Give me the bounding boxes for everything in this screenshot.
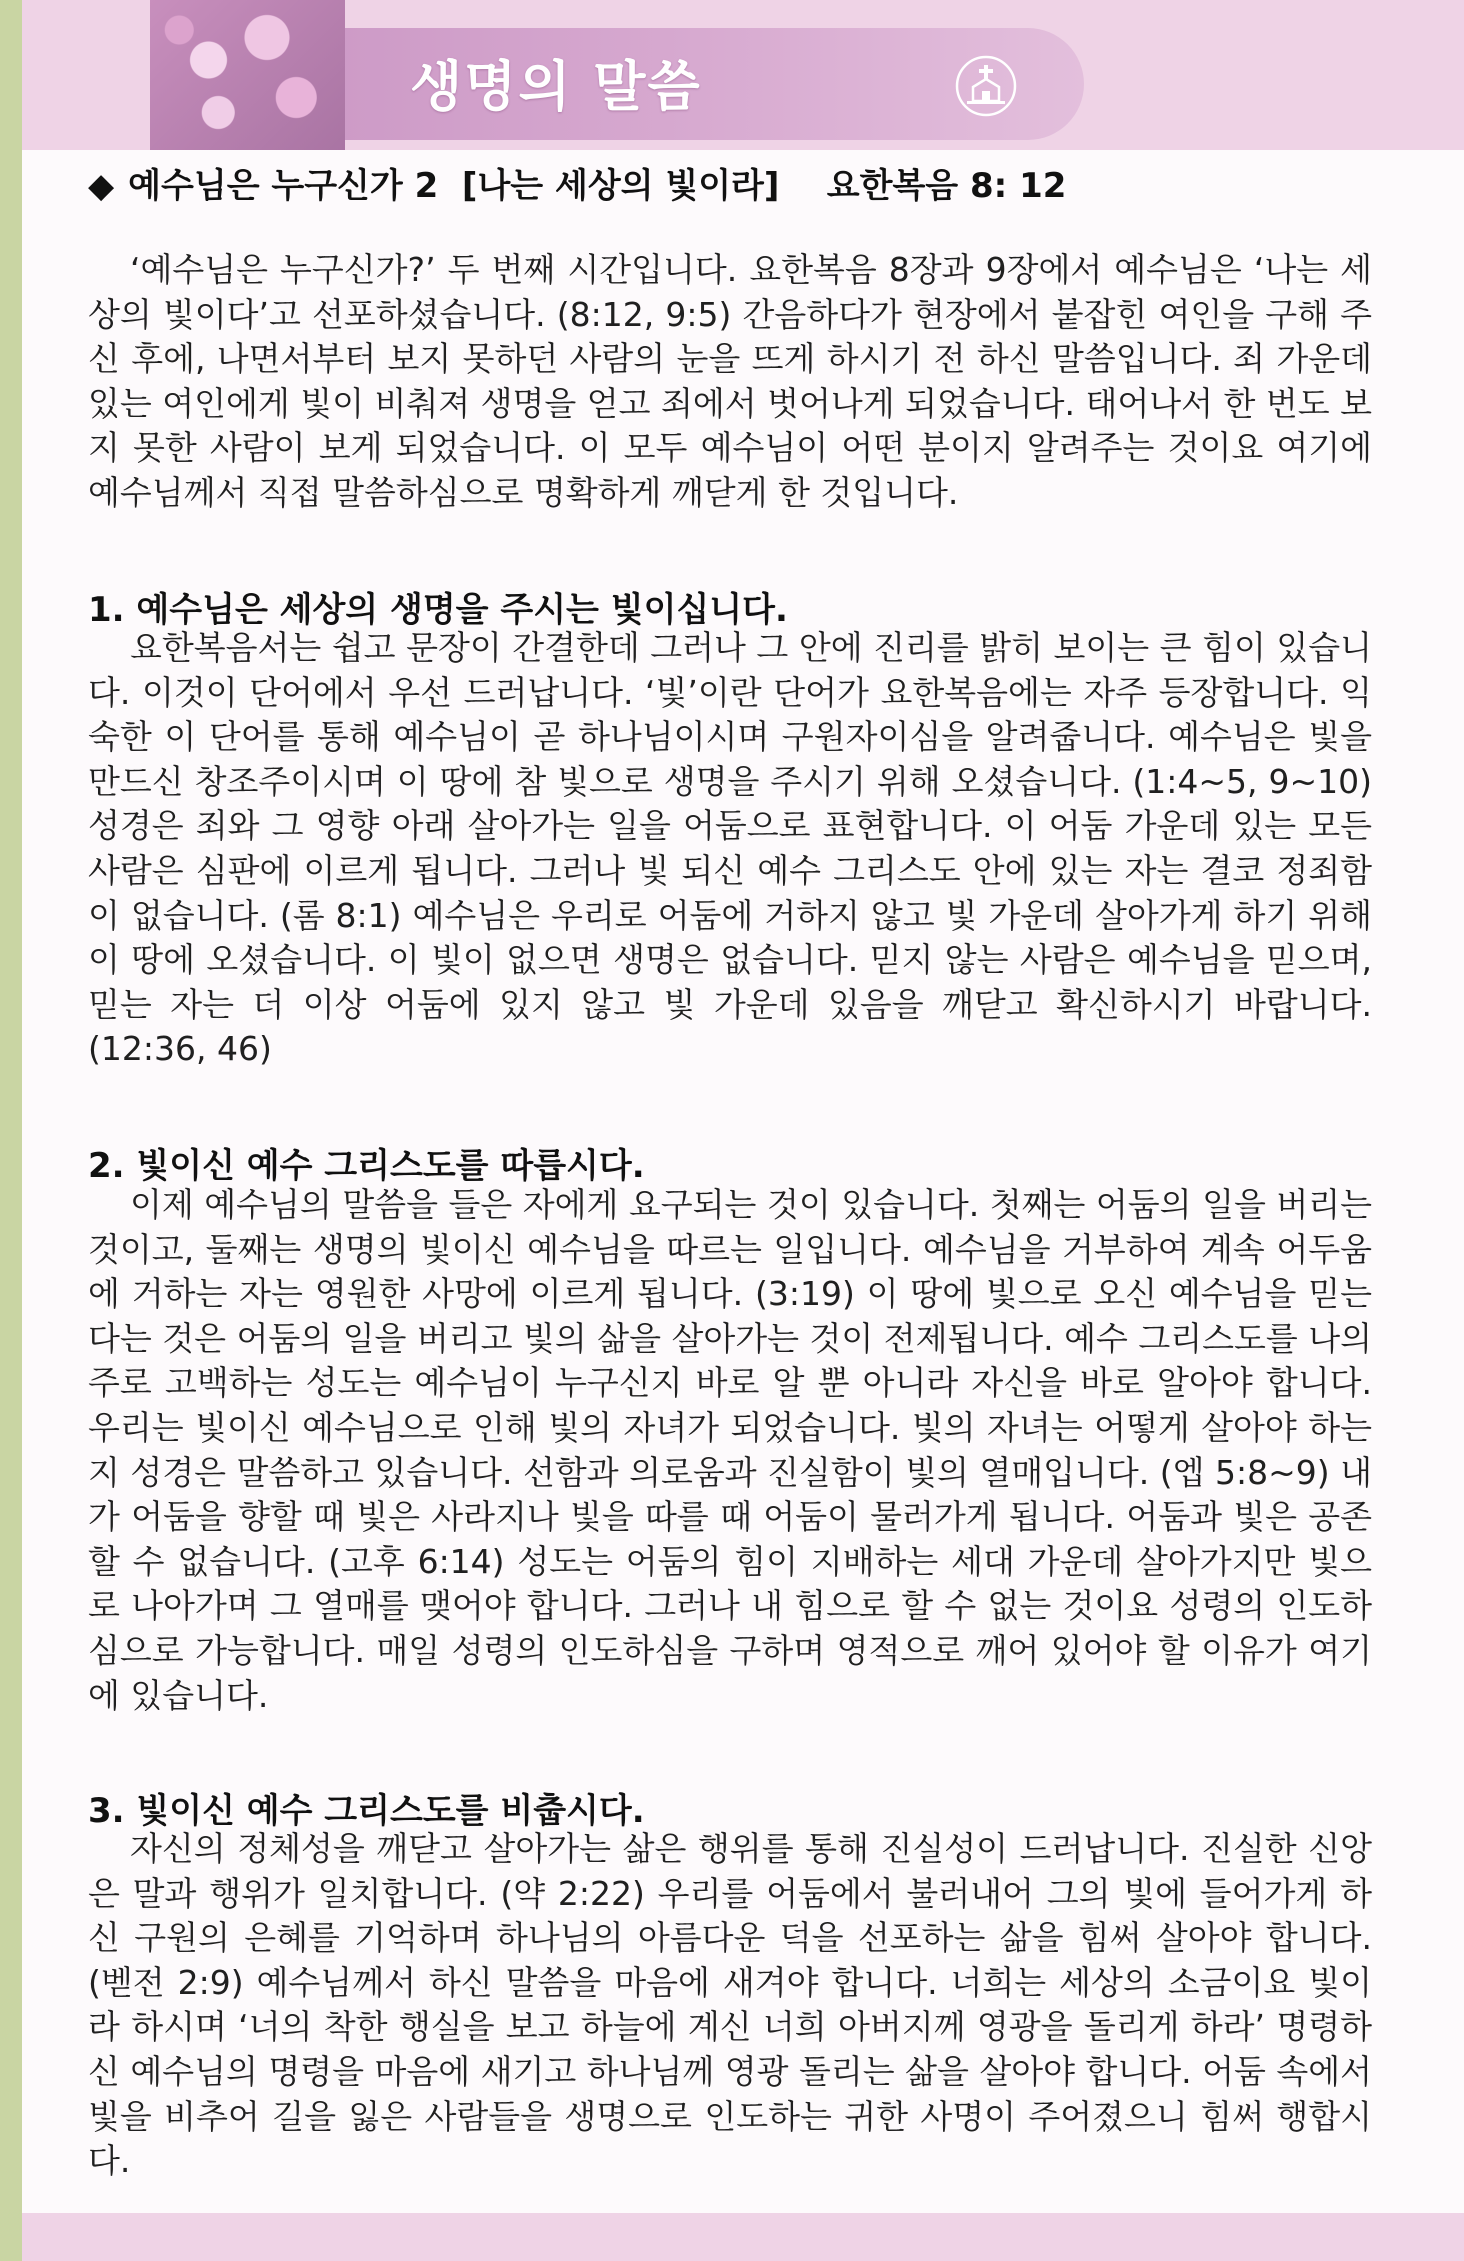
left-color-strip [0,0,22,2261]
sermon-subject [88,158,1066,207]
section-1-body: 요한복음서는 쉽고 문장이 간결한데 그러나 그 안에 진리를 밝히 보이는 큰 힘이 있습니다. 이것이 단어에서 우선 드러납니다. ‘빛’이란 단어가 요한복음에는 자주 등장합니다. 익숙한 이 단어를 통해 예수님이 곧 하나님이시며 구원자이심을 알려줍니다. 예수님은 빛을 만드신 창조주이시며 이 땅에 참 빛으로 생명을 주시기 위해 오셨습니다. (1:4~5, 9~10) 성경은 죄와 그 영향 아래 살아가는 일을 어둠으로 표현합니다. 이 어둠 가운데 있는 모든 사람은 심판에 이르게 됩니다. 그러나 빛 되신 예수 그리스도 안에 있는 자는 결코 정죄함이 없습니다. (롬 8:1) 예수님은 우리로 어둠에 거하지 않고 빛 가운데 살아가게 하기 위해 이 땅에 오셨습니다. 이 빛이 없으면 생명은 없습니다. 믿지 않는 사람은 예수님을 믿으며, 믿는 자는 더 이상 어둠에 있지 않고 빛 가운데 있음을 깨닫고 확신하시기 바랍니다. (12:36, 46) [88,628,1372,1069]
section-3-heading: 3. 빛이신 예수 그리스도를 비춥시다. [88,1791,645,1831]
section-2-heading: 2. 빛이신 예수 그리스도를 따릅시다. [88,1146,645,1186]
section-3-body: 자신의 정체성을 깨닫고 살아가는 삶은 행위를 통해 진실성이 드러납니다. 진실한 신앙은 말과 행위가 일치합니다. (약 2:22) 우리를 어둠에서 불러내어 그의 빛에 들어가게 하신 구원의 은혜를 기억하며 하나님의 아름다운 덕을 선포하는 삶을 힘써 살아야 합니다. (벧전 2:9) 예수님께서 하신 말씀을 마음에 새겨야 합니다. 너희는 세상의 소금이요 빛이라 하시며 ‘너의 착한 행실을 보고 하늘에 계신 너희 아버지께 영광을 돌리게 하라’ 명령하신 예수님의 명령을 마음에 새기고 하나님께 영광 돌리는 삶을 살아야 합니다. 어둠 속에서 빛을 비추어 길을 잃은 사람들을 생명으로 인도하는 귀한 사명이 주어졌으니 힘써 행합시다. [88,1829,1372,2181]
diamond-bullet-icon: ◆ [88,166,115,206]
footer-color-strip [0,2213,22,2261]
sermon-subject-text: 예수님은 누구신가 2 [나는 세상의 빛이라] 요한복음 8: 12 [128,166,1067,206]
section-2-body: 이제 예수님의 말씀을 들은 자에게 요구되는 것이 있습니다. 첫째는 어둠의 일을 버리는 것이고, 둘째는 생명의 빛이신 예수님을 따르는 일입니다. 예수님을 거부하여 계속 어두움에 거하는 자는 영원한 사망에 이르게 됩니다. (3:19) 이 땅에 빛으로 오신 예수님을 믿는다는 것은 어둠의 일을 버리고 빛의 삶을 살아가는 것이 전제됩니다. 예수 그리스도를 나의 주로 고백하는 성도는 예수님이 누구신지 바로 알 뿐 아니라 자신을 바로 알아야 합니다. 우리는 빛이신 예수님으로 인해 빛의 자녀가 되었습니다. 빛의 자녀는 어떻게 살아야 하는지 성경은 말씀하고 있습니다. 선함과 의로움과 진실함이 빛의 열매입니다. (엡 5:8~9) 내가 어둠을 향할 때 빛은 사라지나 빛을 따를 때 어둠이 물러가게 됩니다. 어둠과 빛은 공존할 수 없습니다. (고후 6:14) 성도는 어둠의 힘이 지배하는 세대 가운데 살아가지만 빛으로 나아가며 그 열매를 맺어야 합니다. 그러나 내 힘으로 할 수 없는 것이요 성령의 인도하심으로 가능합니다. 매일 성령의 인도하심을 구하며 영적으로 깨어 있어야 할 이유가 여기에 있습니다. [88,1185,1372,1715]
section-1-heading: 1. 예수님은 세상의 생명을 주시는 빛이십니다. [88,590,788,630]
intro-paragraph: ‘예수님은 누구신가?’ 두 번째 시간입니다. 요한복음 8장과 9장에서 예수님은 ‘나는 세상의 빛이다’고 선포하셨습니다. (8:12, 9:5) 간음하다가 현장에서 붙잡힌 여인을 구해 주신 후에, 나면서부터 보지 못하던 사람의 눈을 뜨게 하시기 전 하신 말씀입니다. 죄 가운데 있는 여인에게 빛이 비춰져 생명을 얻고 죄에서 벗어나게 되었습니다. 태어나서 한 번도 보지 못한 사람이 보게 되었습니다. 이 모두 예수님이 어떤 분이지 알려주는 것이요 여기에 예수님께서 직접 말씀하심으로 명확하게 깨닫게 한 것입니다. [88,250,1372,512]
flower-photo [150,0,345,150]
page-title: 생명의 말씀 [410,55,702,118]
church-icon [955,55,1017,117]
footer-band [22,2213,1464,2261]
